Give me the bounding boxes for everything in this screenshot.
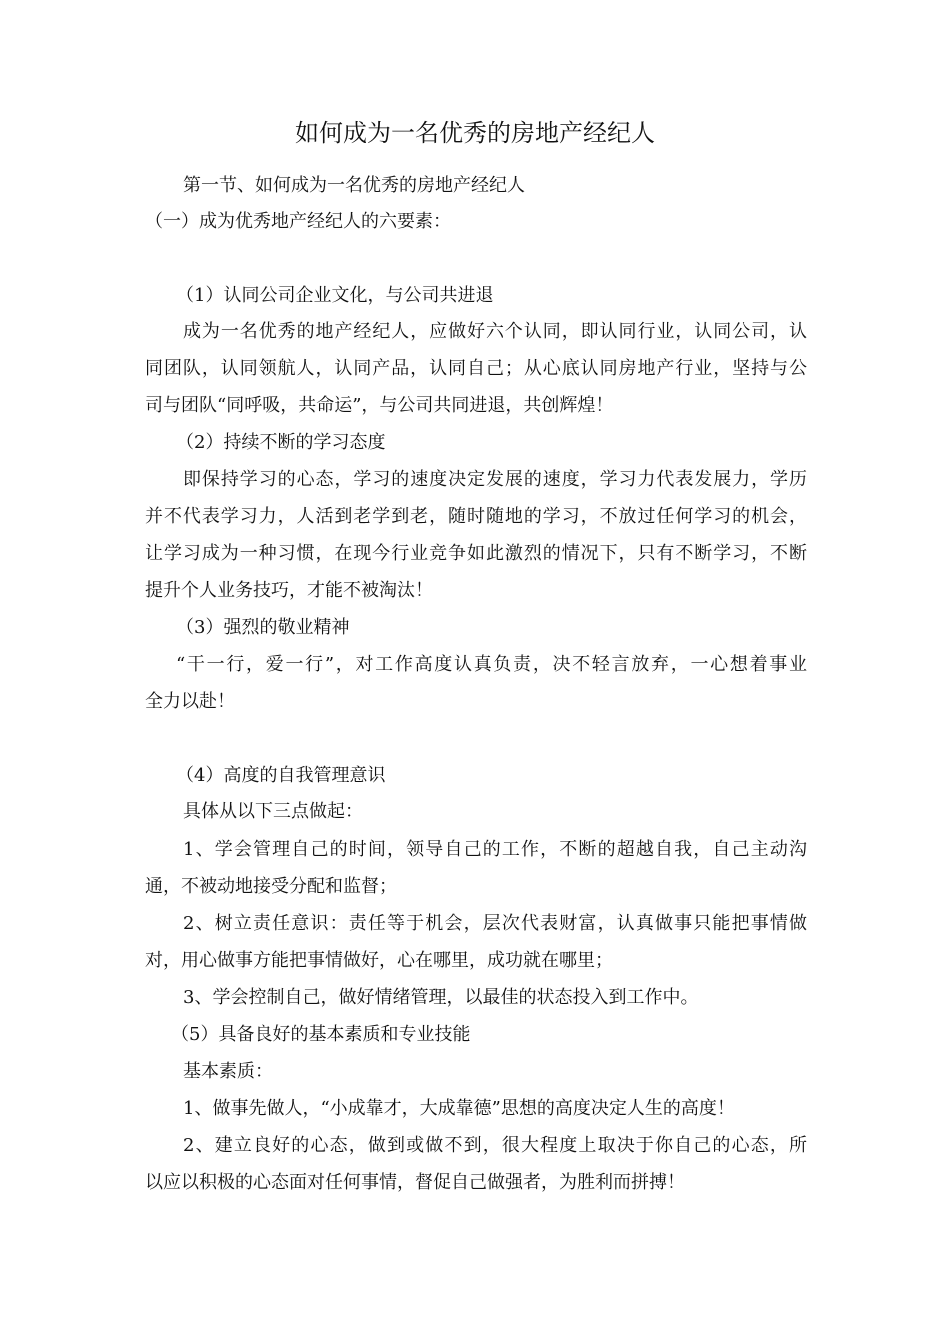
item-5-line: 2、建立良好的心态，做到或做不到，很大程度上取决于你自己的心态，所: [183, 1135, 807, 1156]
document-title: 如何成为一名优秀的房地产经纪人: [295, 119, 655, 147]
item-5-heading: （5）具备良好的基本素质和专业技能: [171, 1024, 471, 1045]
item-5-line: 以应以积极的心态面对任何事情，督促自己做强者，为胜利而拼搏！: [145, 1172, 685, 1193]
item-2-line: 提升个人业务技巧，才能不被淘汰！: [145, 580, 433, 601]
item-4-line: 对，用心做事方能把事情做好，心在哪里，成功就在哪里；: [145, 950, 613, 971]
subsection-heading: （一）成为优秀地产经纪人的六要素：: [145, 211, 451, 232]
item-2-line: 并不代表学习力，人活到老学到老，随时随地的学习，不放过任何学习的机会，: [145, 506, 807, 527]
item-5-intro: 基本素质：: [183, 1061, 273, 1082]
item-4-line: 通，不被动地接受分配和监督；: [145, 876, 397, 897]
item-4-intro: 具体从以下三点做起：: [183, 801, 363, 822]
item-3-heading: （3）强烈的敬业精神: [176, 617, 350, 638]
item-2-heading: （2）持续不断的学习态度: [176, 432, 386, 453]
section-heading: 第一节、如何成为一名优秀的房地产经纪人: [183, 175, 525, 196]
item-2-line: 即保持学习的心态，学习的速度决定发展的速度，学习力代表发展力，学历: [183, 469, 807, 490]
item-1-line: 同团队，认同领航人，认同产品，认同自己；从心底认同房地产行业，坚持与公: [145, 358, 807, 379]
item-2-line: 让学习成为一种习惯，在现今行业竞争如此激烈的情况下，只有不断学习，不断: [145, 543, 807, 564]
item-4-heading: （4）高度的自我管理意识: [176, 765, 386, 786]
item-3-line: “干一行，爱一行”，对工作高度认真负责，决不轻言放弃，一心想着事业: [176, 654, 807, 675]
item-4-line: 2、树立责任意识：责任等于机会，层次代表财富，认真做事只能把事情做: [183, 913, 807, 934]
item-3-line: 全力以赴！: [145, 691, 235, 712]
item-5-line: 1、做事先做人，“小成靠才，大成靠德”思想的高度决定人生的高度！: [183, 1098, 735, 1119]
item-4-line: 1、学会管理自己的时间，领导自己的工作，不断的超越自我，自己主动沟: [183, 839, 807, 860]
item-1-heading: （1）认同公司企业文化，与公司共进退: [176, 285, 494, 306]
item-1-line: 成为一名优秀的地产经纪人，应做好六个认同，即认同行业，认同公司，认: [183, 321, 807, 342]
item-4-line: 3、学会控制自己，做好情绪管理，以最佳的状态投入到工作中。: [183, 987, 699, 1008]
item-1-line: 司与团队“同呼吸，共命运”，与公司共同进退，共创辉煌！: [145, 395, 614, 416]
